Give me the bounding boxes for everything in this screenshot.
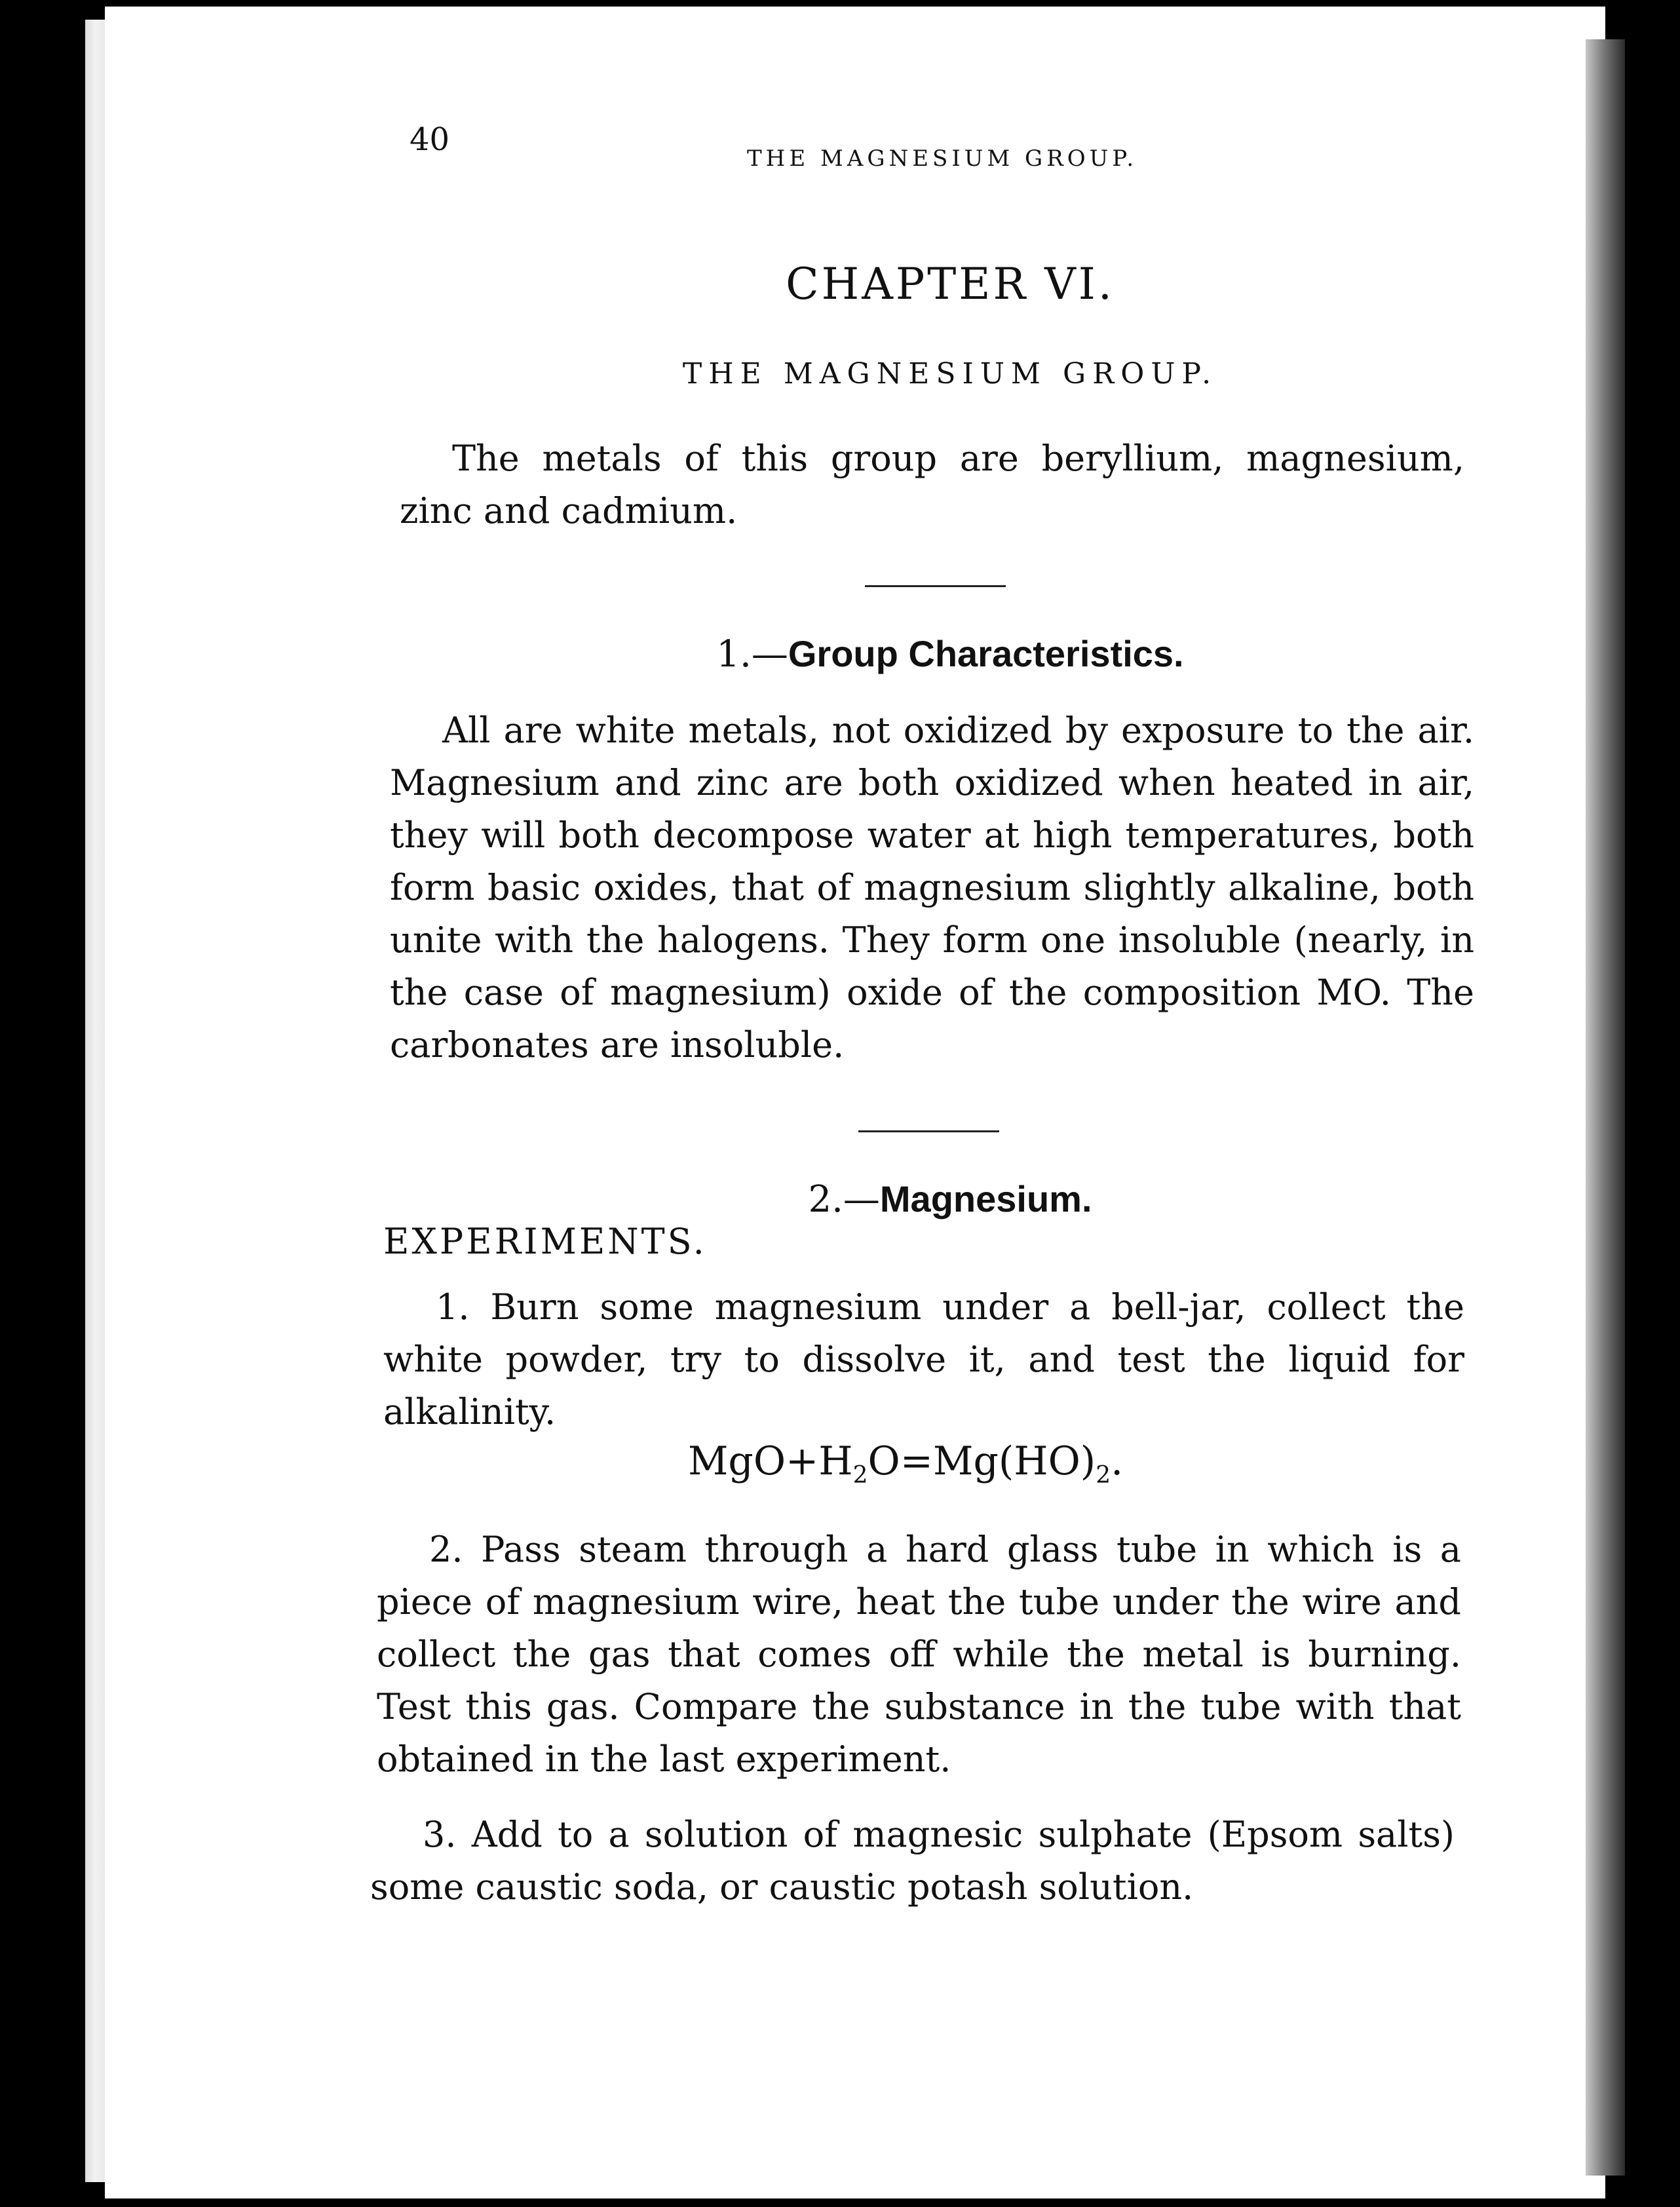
separator-rule-1 (865, 585, 1006, 587)
heading-label: Magnesium. (879, 1178, 1092, 1219)
chapter-section-title: THE MAGNESIUM GROUP. (682, 357, 1218, 391)
heading-number: 2.— (808, 1178, 880, 1221)
group-characteristics-paragraph: All are white metals, not oxidized by exposure to the air. Magnesium and zinc are both oxidized when heated in air, they will both decompose water at high temperatures, both form basic oxides, that of magnesium slightly alkaline, both unite with the halogens. They form one insoluble (nearly, in the case of magnesium) oxide of the composition MO. The carbonates are insoluble. (390, 710, 1474, 1065)
group-characteristics-heading (0, 632, 1680, 676)
equation-part: MgO+H (688, 1438, 853, 1484)
magnesium-heading (0, 1178, 1680, 1221)
experiment-2-paragraph: 2. Pass steam through a hard glass tube in which is a piece of magnesium wire, heat the tube under the wire and collect the gas that comes off while the metal is burning. Test this gas. Compare the substance in the tube with that obtained in the last experiment. (377, 1529, 1461, 1780)
equation-part: . (1111, 1438, 1124, 1484)
equation-subscript: 2 (852, 1462, 868, 1489)
heading-label: Group Characteristics. (788, 633, 1184, 674)
experiments-label: EXPERIMENTS. (383, 1221, 707, 1262)
heading-number: 1.— (716, 633, 788, 676)
intro-paragraph: The metals of this group are beryllium, magnesium, zinc and cadmium. (400, 438, 1464, 531)
equation-part: O=Mg(HO) (868, 1438, 1096, 1484)
running-header: THE MAGNESIUM GROUP. (747, 145, 1138, 172)
separator-rule-2 (858, 1130, 999, 1132)
experiment-1-paragraph: 1. Burn some magnesium under a bell-jar, collect the white powder, try to dissolve it, and test the liquid for alkalinity. (383, 1286, 1464, 1432)
page-number: 40 (410, 121, 450, 158)
experiment-3-paragraph: 3. Add to a solution of magnesic sulphate (Epsom salts) some caustic soda, or caustic potash solution. (370, 1814, 1455, 1908)
equation-subscript: 2 (1096, 1462, 1111, 1489)
chemical-equation (688, 1438, 1123, 1489)
chapter-title: CHAPTER VI. (786, 259, 1115, 309)
